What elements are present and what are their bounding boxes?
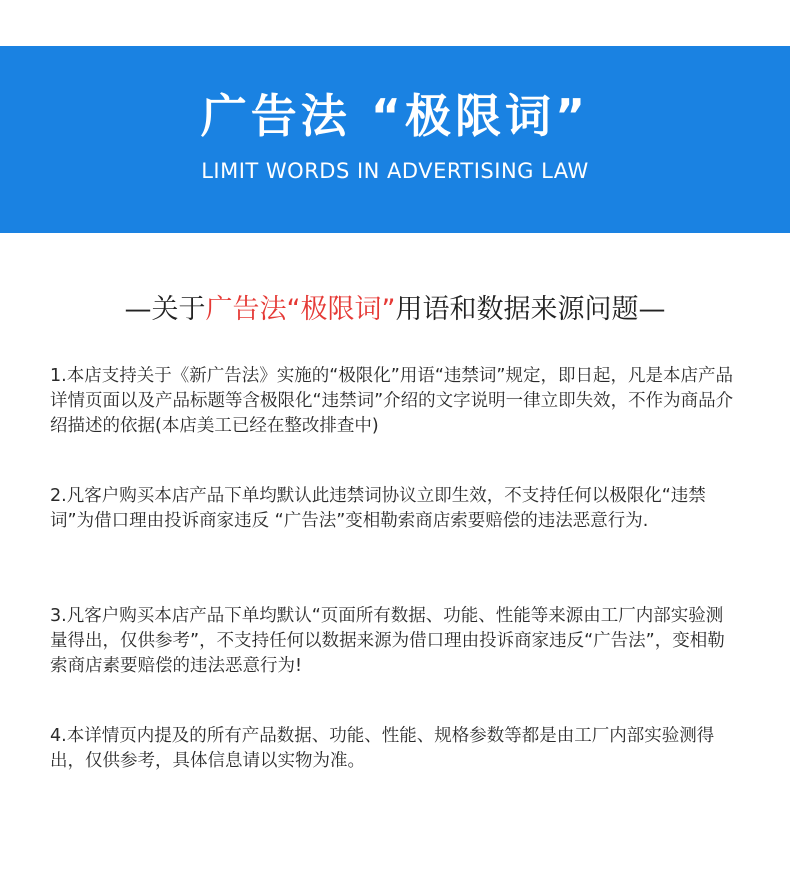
banner-title: 广告法 “极限词” <box>200 89 590 143</box>
paragraph-3: 3.凡客户购买本店产品下单均默认“页面所有数据、功能、性能等来源由工厂内部实验测量得出，仅供参考”，不支持任何以数据来源为借口理由投诉商家违反“广告法”，变相勒索商店素要赔偿的违法恶意行为! <box>50 606 725 676</box>
paragraph-2: 2.凡客户购买本店产品下单均默认此违禁词协议立即生效，不支持任何以极限化“违禁词”为借口理由投诉商家违反 “广告法”变相勒索商店索要赔偿的违法恶意行为. <box>50 486 706 531</box>
heading-prefix: —关于 <box>124 294 206 325</box>
paragraph-4: 4.本详情页内提及的所有产品数据、功能、性能、规格参数等都是由工厂内部实验测得出，仅供参考，具体信息请以实物为准。 <box>50 726 715 771</box>
heading-highlight: 广告法“极限词” <box>205 294 396 325</box>
heading-suffix: 用语和数据来源问题— <box>395 294 666 325</box>
banner-subtitle: LIMIT WORDS IN ADVERTISING LAW <box>201 159 589 183</box>
header-banner <box>0 46 790 233</box>
paragraph-1: 1.本店支持关于《新广告法》实施的“极限化”用语“违禁词”规定，即日起，凡是本店产品详情页面以及产品标题等含极限化“违禁词”介绍的文字说明一律立即失效，不作为商品介绍描述的依据(本店美工已经在整改排查中) <box>50 366 734 436</box>
section-heading <box>0 288 790 332</box>
